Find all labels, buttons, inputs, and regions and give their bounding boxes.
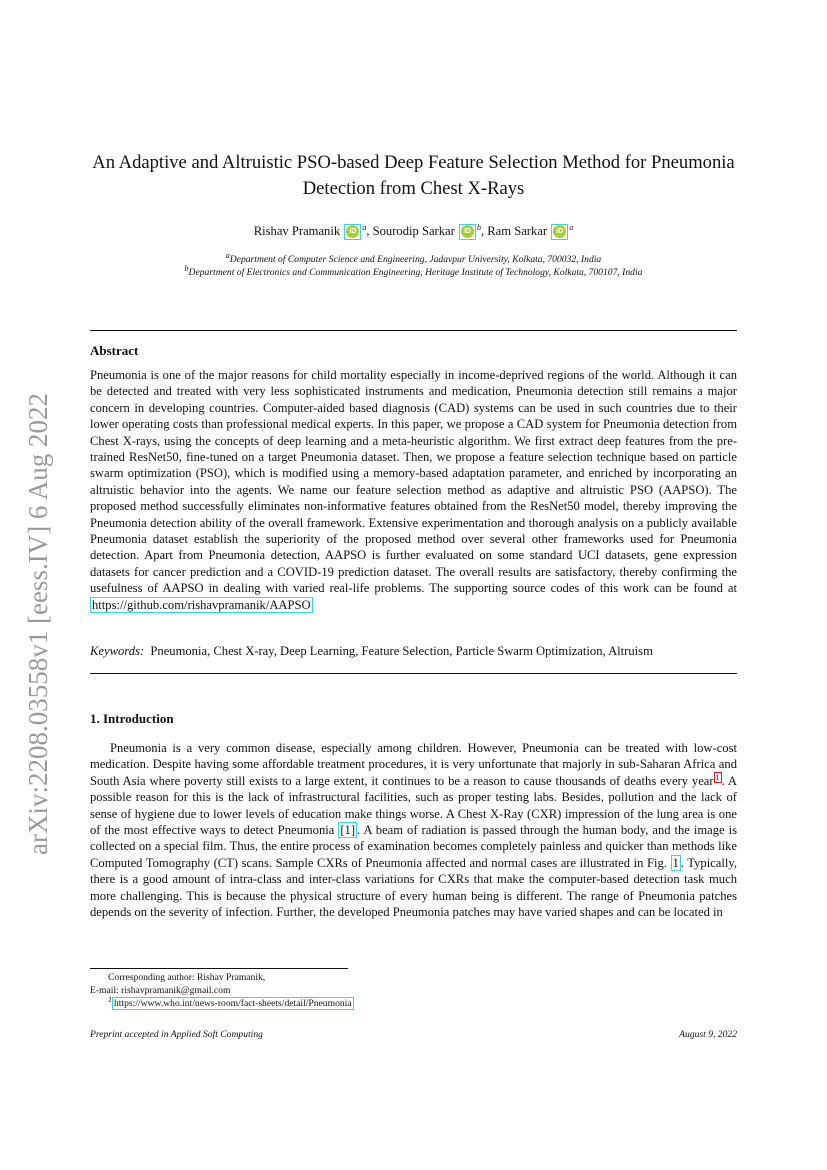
author-separator: , xyxy=(366,224,373,238)
footnote-number: 1 xyxy=(108,994,112,1004)
orcid-icon[interactable] xyxy=(551,224,568,240)
author-name: Sourodip Sarkar xyxy=(372,224,455,238)
author-list xyxy=(90,222,737,240)
intro-text: Pneumonia is a very common disease, especially among children. However, Pneumonia can be treated with low-cost medication. Despite having some affordable treatment procedures, it is very unfortunate that majorly in sub-Saharan Africa and South Asia where poverty still exists to a large extent, it continues to be a reason to cause thousands of deaths every year xyxy=(90,741,737,788)
keywords-list: Pneumonia, Chest X-ray, Deep Learning, Feature Selection, Particle Swarm Optimization, Altruism xyxy=(150,644,653,658)
source-code-link[interactable]: https://github.com/rishavpramanik/AAPSO xyxy=(92,597,311,612)
affil-mark: b xyxy=(184,263,189,273)
affiliations xyxy=(90,250,737,279)
keywords xyxy=(90,643,737,659)
paper-title: An Adaptive and Altruistic PSO-based Deep Feature Selection Method for Pneumonia Detection from Chest X-Rays xyxy=(92,152,735,199)
figure-ref-link[interactable]: 1 xyxy=(672,855,679,870)
footnote-marker-link[interactable]: 1 xyxy=(715,772,720,782)
footer-date: August 9, 2022 xyxy=(679,1029,737,1040)
affil-text: Department of Electronics and Communication Engineering, Heritage Institute of Technology, Kolkata, 700107, India xyxy=(188,267,643,278)
author-name: Ram Sarkar xyxy=(487,224,548,238)
abstract-top-rule xyxy=(90,330,737,331)
footer-journal: Preprint accepted in Applied Soft Computing xyxy=(90,1029,263,1040)
affil-mark: a xyxy=(225,250,230,260)
orcid-icon[interactable] xyxy=(459,224,476,240)
intro-text: . A beam of radiation is passed through the human body, and the image is collected on a special film. Thus, the entire process of examination becomes completely painless and quicker than methods like Computed Tomography (CT) scans. Sample CXRs of Pneumonia affected and normal cases are illustrated in Fig. xyxy=(90,823,737,870)
affiliation-line xyxy=(90,263,737,279)
intro-text: . A possible reason for this is the lack of infrastructural facilities, such as proper testing labs. Besides, pollution and the lack of sense of hygiene due to lower levels of education make things worse. A Chest X-Ray (CXR) impression of the lung area is one of the most effective ways to detect Pneumonia xyxy=(90,773,737,838)
abstract-heading: Abstract xyxy=(90,343,139,358)
author-separator: , xyxy=(480,224,488,238)
introduction-paragraph xyxy=(90,740,737,920)
orcid-icon[interactable] xyxy=(344,224,361,240)
footnotes xyxy=(90,971,737,1010)
orcid-badge-label: iD xyxy=(461,225,474,238)
keywords-label: Keywords: xyxy=(90,644,145,658)
who-link[interactable]: https://www.who.int/news-room/fact-sheets/detail/Pneumonia xyxy=(114,998,352,1009)
abstract-body xyxy=(90,367,737,613)
citation-link[interactable]: [1] xyxy=(340,823,356,838)
email-note: E-mail: rishavpramanik@gmail.com xyxy=(90,985,231,996)
intro-text: . Typically, there is a good amount of intra-class and inter-class variations for CXRs that make the computer-based detection task much more challenging. This is because the physical structure of every human being is different. The range of Pneumonia patches depends on the severity of infection. Further, the developed Pneumonia patches may have varied shapes and can be located in xyxy=(90,855,738,920)
author-affil-mark: b xyxy=(476,222,481,232)
abstract-bottom-rule xyxy=(90,673,737,674)
page-footer xyxy=(90,1029,737,1040)
corresponding-author-note: Corresponding author: Rishav Pramanik, xyxy=(108,972,266,983)
abstract-text: Pneumonia is one of the major reasons for child mortality especially in income-deprived regions of the world. Although it can be detected and treated with very less sophisticated instruments and medication, Pneumonia detection still remains a major concern in developing countries. Computer-aided based diagnosis (CAD) systems can be used in such countries due to their lower operating costs than professional medical experts. In this paper, we propose a CAD system for Pneumonia detection from Chest X-rays, using the concepts of deep learning and a meta-heuristic algorithm. We first extract deep features from the pre-trained ResNet50, fine-tuned on a target Pneumonia dataset. Then, we propose a feature selection technique based on particle swarm optimization (PSO), which is modified using a memory-based adaptation parameter, and enriched by incorporating an altruistic behavior into the agents. We name our feature selection method as adaptive and altruistic PSO (AAPSO). The proposed method successfully eliminates non-informative features obtained from the ResNet50 model, thereby improving the Pneumonia detection ability of the overall framework. Extensive experimentation and thorough analysis on a publicly available Pneumonia dataset establish the superiority of the proposed method over several other frameworks used for Pneumonia detection. Apart from Pneumonia detection, AAPSO is further evaluated on some standard UCI datasets, gene expression datasets for cancer prediction and a COVID-19 prediction dataset. The overall results are satisfactory, thereby confirming the usefulness of AAPSO in dealing with varied real-life problems. The supporting source codes of this work can be found at xyxy=(90,368,737,596)
affil-text: Department of Computer Science and Engineering, Jadavpur University, Kolkata, 700032, India xyxy=(229,254,602,265)
author-affil-mark: a xyxy=(569,222,574,232)
author-name: Rishav Pramanik xyxy=(253,224,341,238)
arxiv-id-text: arXiv:2208.03558v1 [eess.IV] 6 Aug 2022 xyxy=(23,393,53,855)
section-heading-introduction: 1. Introduction xyxy=(90,711,174,726)
author-affil-mark: a xyxy=(362,222,367,232)
footnote-rule xyxy=(90,968,348,969)
orcid-badge-label: iD xyxy=(346,225,359,238)
orcid-badge-label: iD xyxy=(553,225,566,238)
footnote-1 xyxy=(90,994,737,1010)
